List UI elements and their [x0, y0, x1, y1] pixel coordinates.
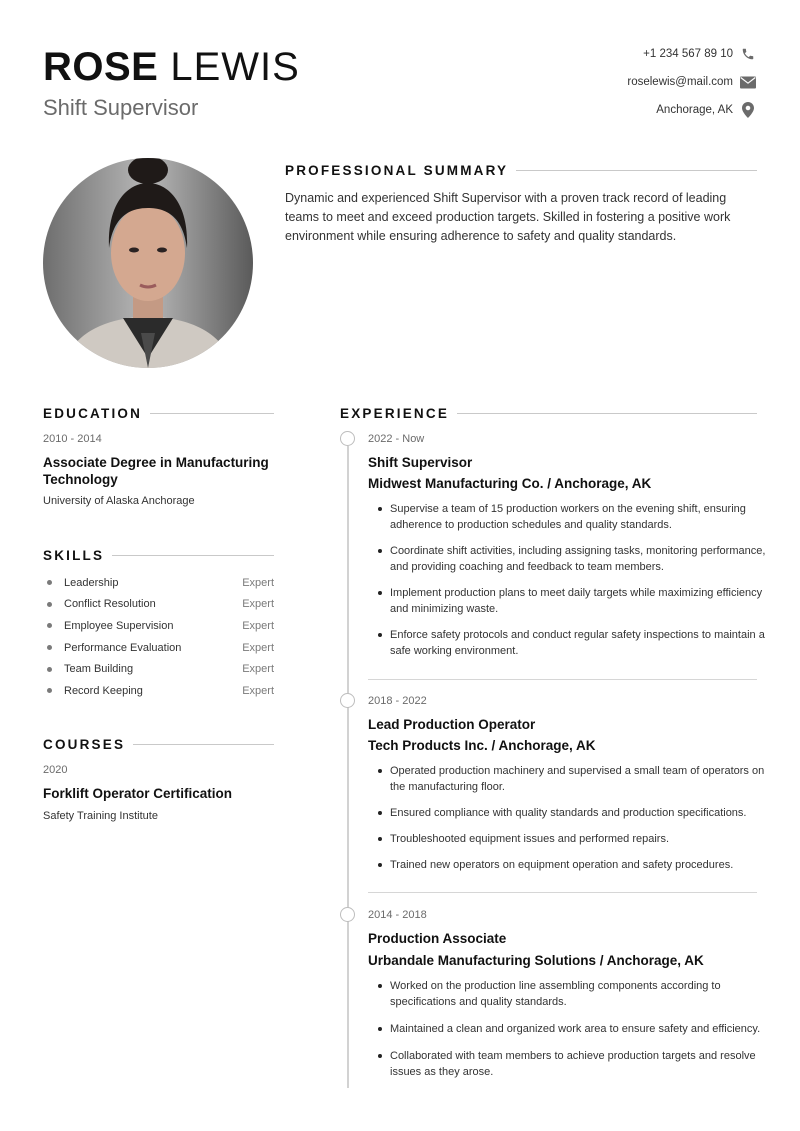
experience-heading [340, 406, 757, 421]
job-bullet: Collaborated with team members to achieve production targets and resolve issues as they arose. [372, 1048, 772, 1080]
skill-level: Expert [242, 598, 274, 611]
divider [457, 413, 757, 414]
job-bullet: Supervise a team of 15 production workers on the evening shift, ensuring adherence to production schedules and quality standards. [372, 501, 772, 533]
timeline-line [347, 446, 349, 1088]
contact-location [456, 96, 756, 124]
timeline-marker [340, 907, 355, 922]
candidate-name [43, 44, 300, 90]
job-bullets [372, 978, 772, 1080]
job-bullet: Enforce safety protocols and conduct regular safety inspections to maintain a safe working environment. [372, 627, 772, 659]
skill-item [43, 680, 274, 702]
job-separator [368, 679, 757, 680]
job-bullet: Troubleshooted equipment issues and performed repairs. [372, 831, 772, 847]
bullet-dot [47, 667, 52, 672]
skill-name: Team Building [64, 663, 134, 676]
skill-level: Expert [242, 684, 274, 697]
job-bullet: Ensured compliance with quality standards and production specifications. [372, 805, 772, 821]
divider [133, 744, 274, 745]
location-text: Anchorage, AK [656, 104, 733, 116]
divider [112, 555, 274, 556]
phone-icon [740, 46, 756, 62]
job-date: 2018 - 2022 [368, 695, 427, 707]
skill-level: Expert [242, 619, 274, 632]
first-name: ROSE [43, 45, 159, 89]
job-date: 2022 - Now [368, 433, 425, 445]
education-degree: Associate Degree in Manufacturing Technology [43, 455, 269, 487]
skill-level: Expert [242, 663, 274, 676]
job-bullet: Coordinate shift activities, including assigning tasks, monitoring performance, and providing coaching and feedback to team members. [372, 543, 772, 575]
skill-item [43, 572, 274, 594]
skill-item [43, 615, 274, 637]
map-pin-icon [740, 102, 756, 118]
experience-heading-text: EXPERIENCE [340, 406, 450, 421]
job-company: Midwest Manufacturing Co. / Anchorage, AK [368, 476, 652, 491]
bullet-dot [47, 623, 52, 628]
envelope-icon [740, 74, 756, 90]
course-institution: Safety Training Institute [43, 810, 158, 822]
job-bullet: Operated production machinery and supervised a small team of operators on the manufacturing floor. [372, 763, 772, 795]
timeline-marker [340, 693, 355, 708]
skill-name: Performance Evaluation [64, 641, 182, 654]
job-date: 2014 - 2018 [368, 909, 427, 921]
summary-heading-text: PROFESSIONAL SUMMARY [285, 163, 509, 178]
skill-name: Record Keeping [64, 684, 143, 697]
email-text: roselewis@mail.com [627, 76, 733, 88]
divider [150, 413, 274, 414]
skills-list [43, 572, 274, 702]
bullet-dot [47, 580, 52, 585]
contact-phone[interactable] [456, 40, 756, 68]
skill-level: Expert [242, 641, 274, 654]
skills-heading-text: SKILLS [43, 548, 105, 563]
skill-level: Expert [242, 576, 274, 589]
summary-text: Dynamic and experienced Shift Supervisor with a proven track record of leading teams to meet and exceed production targets. Skilled in fostering a positive work environment while ensuring adherence to safety and quality standards. [285, 191, 731, 243]
skill-item [43, 594, 274, 616]
bullet-dot [47, 645, 52, 650]
divider [516, 170, 757, 171]
courses-heading-text: COURSES [43, 737, 126, 752]
course-name: Forklift Operator Certification [43, 786, 233, 801]
education-heading [43, 406, 274, 421]
job-bullets [372, 501, 772, 659]
contact-block [456, 40, 756, 124]
bullet-dot [47, 688, 52, 693]
job-bullet: Maintained a clean and organized work area to ensure safety and efficiency. [372, 1021, 772, 1037]
job-bullet: Worked on the production line assembling components according to specifications and quality standards. [372, 978, 772, 1010]
job-separator [368, 892, 757, 893]
bullet-dot [47, 602, 52, 607]
skill-name: Conflict Resolution [64, 598, 156, 611]
skill-name: Leadership [64, 576, 119, 589]
job-role: Production Associate [368, 931, 507, 946]
phone-text: +1 234 567 89 10 [643, 48, 733, 60]
courses-heading [43, 737, 274, 752]
skill-name: Employee Supervision [64, 619, 174, 632]
contact-email[interactable] [456, 68, 756, 96]
summary-heading [285, 163, 757, 178]
job-bullet: Implement production plans to meet daily targets while maximizing efficiency and minimizing waste. [372, 585, 772, 617]
education-heading-text: EDUCATION [43, 406, 143, 421]
job-company: Urbandale Manufacturing Solutions / Anchorage, AK [368, 953, 704, 968]
education-date: 2010 - 2014 [43, 433, 102, 445]
skills-heading [43, 548, 274, 563]
job-company: Tech Products Inc. / Anchorage, AK [368, 738, 596, 753]
job-role: Lead Production Operator [368, 717, 536, 732]
course-date: 2020 [43, 764, 68, 776]
skill-item [43, 637, 274, 659]
education-school: University of Alaska Anchorage [43, 495, 195, 507]
last-name: LEWIS [170, 45, 300, 89]
profile-photo [43, 158, 253, 368]
job-title: Shift Supervisor [43, 95, 199, 120]
job-role: Shift Supervisor [368, 455, 473, 470]
job-bullets [372, 763, 772, 873]
timeline-marker [340, 431, 355, 446]
skill-item [43, 658, 274, 680]
job-bullet: Trained new operators on equipment operation and safety procedures. [372, 857, 772, 873]
